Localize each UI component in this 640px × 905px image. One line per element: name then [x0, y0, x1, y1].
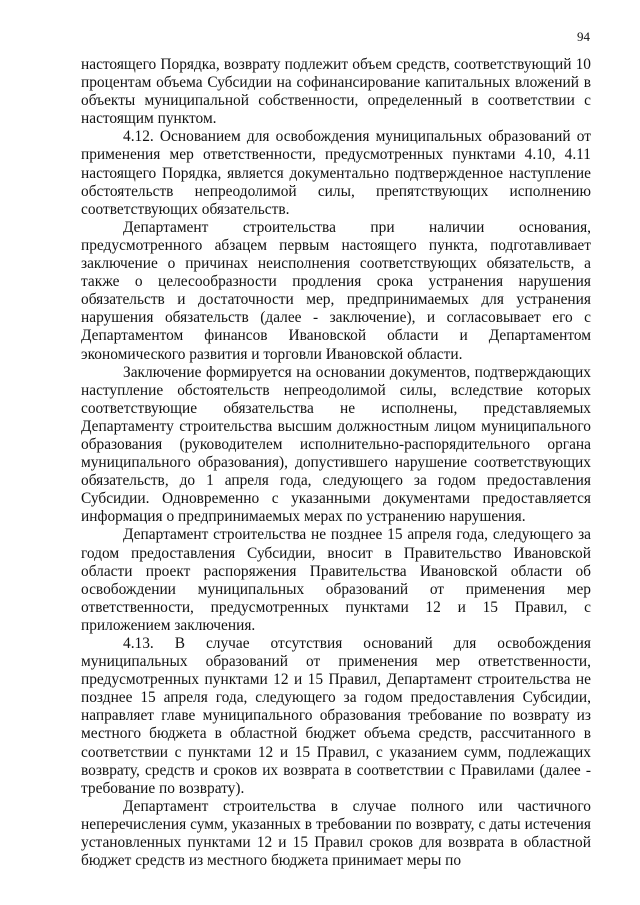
paragraph-continuation: настоящего Порядка, возврату подлежит объем средств, соответствующий 10 процентам объема Субсидии на софинансирование капитальных вложений в объекты муниципальной собственности, определенный в соответствии с настоящим пунктом.	[81, 56, 591, 128]
document-body	[81, 56, 591, 870]
paragraph-non-transfer: Департамент строительства в случае полного или частичного неперечисления сумм, указанных в требовании по возврату, с даты истечения установленных пунктами 12 и 15 Правил сроков для возврата в областной бюджет средств из местного бюджета принимает меры по	[81, 797, 591, 870]
paragraph-4-13: 4.13. В случае отсутствия оснований для освобождения муниципальных образований от применения мер ответственности, предусмотренных пунктами 12 и 15 Правил, Департамент строительства не позднее 15 апреля года, следующего за годом предоставления Субсидии, направляет главе муниципального образования требование по возврату из местного бюджета в областной бюджет объема средств, рассчитанного в соответствии с пунктами 12 и 15 Правил, с указанием сумм, подлежащих возврату, средств и сроков их возврата в соответствии с Правилами (далее - требование по возврату).	[81, 635, 591, 797]
paragraph-conclusion-preparation: Департамент строительства при наличии основания, предусмотренного абзацем первым настоящего пункта, подготавливает заключение о причинах неисполнения соответствующих обязательств, а также о целесообразности продления срока устранения нарушения обязательств и достаточности мер, предпринимаемых для устранения нарушения обязательств (далее - заключение), и согласовывает его с Департаментом финансов Ивановской области и Департаментом экономического развития и торговли Ивановской области.	[81, 218, 591, 363]
paragraph-conclusion-basis: Заключение формируется на основании документов, подтверждающих наступление обстоятельств непреодолимой силы, вследствие которых соответствующие обязательства не исполнены, представляемых Департаменту строительства высшим должностным лицом муниципального образования (руководителем исполнительно-распорядительного органа муниципального образования), допустившего нарушение соответствующих обязательств, до 1 апреля года, следующего за годом предоставления Субсидии. Одновременно с указанными документами предоставляется информация о предпринимаемых мерах по устранению нарушения.	[81, 363, 591, 526]
paragraph-draft-order: Департамент строительства не позднее 15 апреля года, следующего за годом предоставления Субсидии, вносит в Правительство Ивановской области проект распоряжения Правительства Ивановской области об освобождении муниципальных образований от применения мер ответственности, предусмотренных пунктами 12 и 15 Правил, с приложением заключения.	[81, 526, 591, 634]
paragraph-4-12: 4.12. Основанием для освобождения муниципальных образований от применения мер ответственности, предусмотренных пунктами 4.10, 4.11 настоящего Порядка, является документально подтвержденное наступление обстоятельств непреодолимой силы, препятствующих исполнению соответствующих обязательств.	[81, 128, 591, 218]
page-number: 94	[577, 29, 590, 44]
